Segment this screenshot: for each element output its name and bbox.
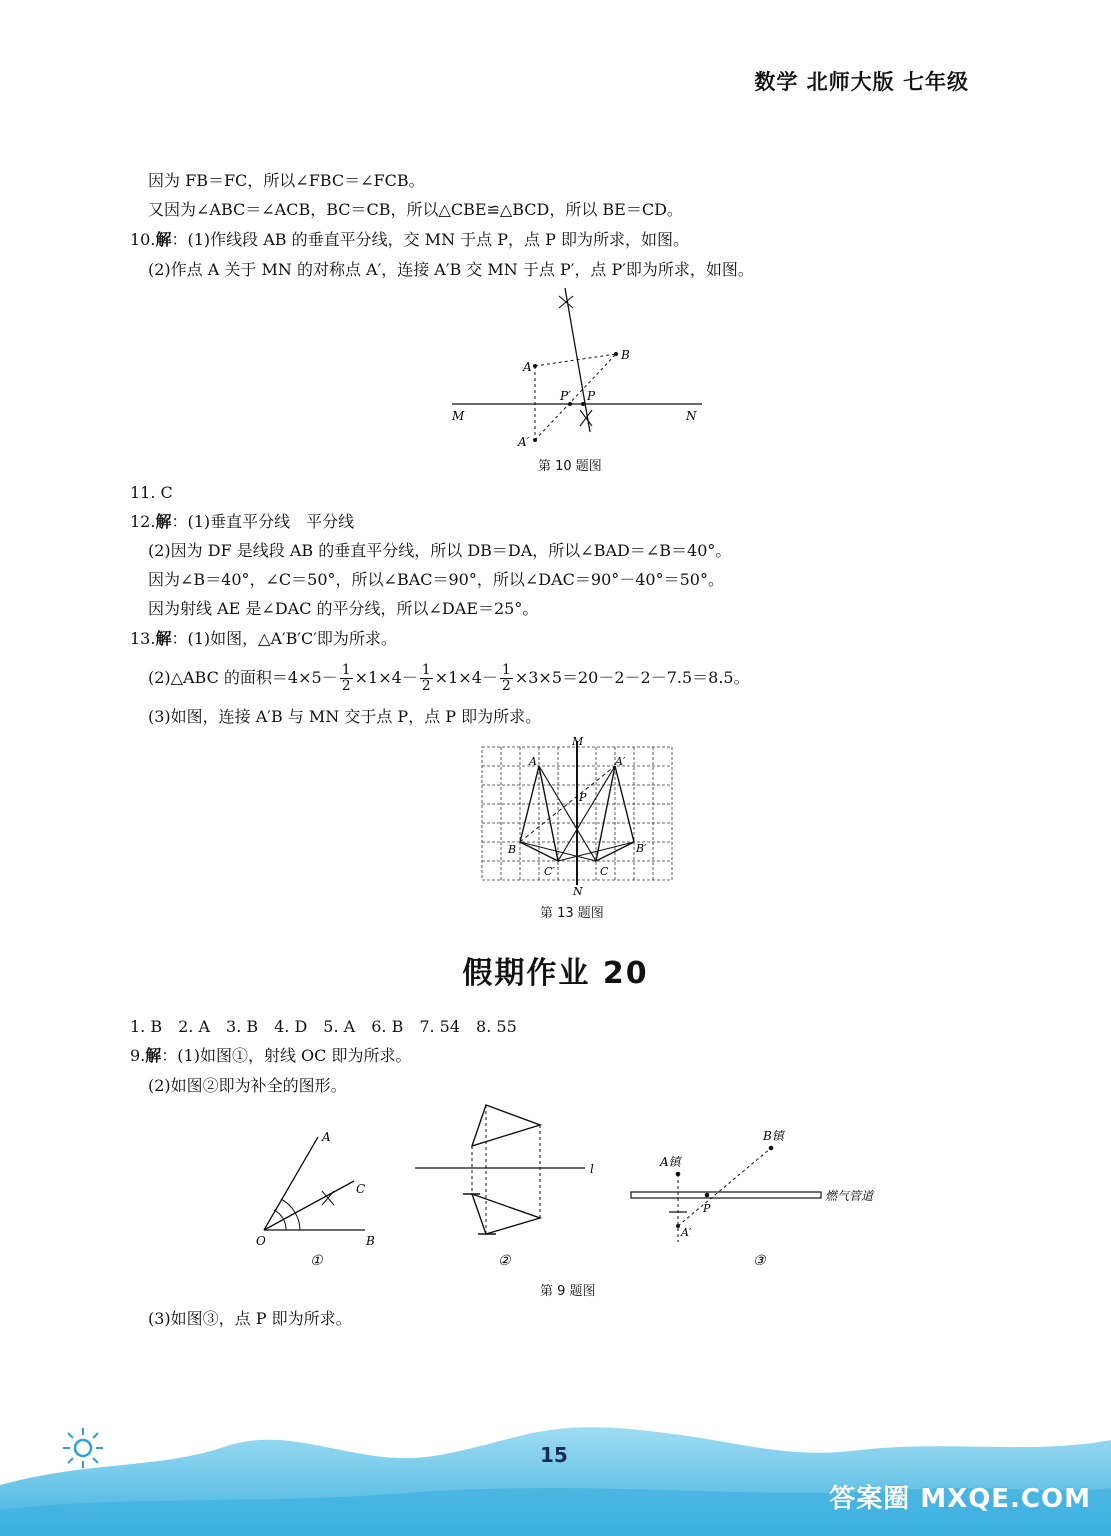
fraction xyxy=(420,663,433,694)
label-b1: B′ xyxy=(636,842,647,855)
label-o: O xyxy=(256,1234,266,1248)
label-l: l xyxy=(590,1162,594,1176)
label-pipe: 燃气管道 xyxy=(825,1189,874,1203)
figure-9-2 xyxy=(410,1100,610,1270)
fraction-numerator: 1 xyxy=(501,662,511,678)
label-n: N xyxy=(573,885,583,895)
formula-part: ×1×4－ xyxy=(354,668,418,687)
formula-part: ×3×5＝20－2－2－7.5＝8.5。 xyxy=(514,668,750,687)
text-line: (3)如图，连接 A′B 与 MN 交于点 P，点 P 即为所求。 xyxy=(148,707,542,726)
text-line: (3)如图③，点 P 即为所求。 xyxy=(148,1309,352,1328)
text-line: ：(1)如图，△A′B′C′即为所求。 xyxy=(171,629,397,648)
fraction-denominator: 2 xyxy=(341,678,351,694)
ray-oa xyxy=(264,1137,318,1230)
fraction xyxy=(340,663,353,694)
label-m: M xyxy=(452,409,465,423)
text-line: 因为∠B＝40°，∠C＝50°，所以∠BAC＝90°，所以∠DAC＝90°－40°＝50°。 xyxy=(148,570,724,589)
sub-label-3: ③ xyxy=(753,1253,766,1269)
footer-wave xyxy=(0,1400,1111,1536)
label-c1: C′ xyxy=(544,865,555,878)
text-line: 因为 FB＝FC，所以∠FBC＝∠FCB。 xyxy=(148,171,425,190)
segment-a1b xyxy=(535,354,616,440)
text-line: ：(1)如图①，射线 OC 即为所求。 xyxy=(161,1046,412,1065)
label-p: P xyxy=(587,389,596,403)
question-number: 12. xyxy=(130,512,156,531)
point-p xyxy=(705,1193,710,1198)
figure-13-caption: 第 13 题图 xyxy=(540,906,604,921)
fraction-denominator: 2 xyxy=(501,678,511,694)
label-b: B xyxy=(621,348,630,362)
point-p xyxy=(581,402,585,406)
text-line: 又因为∠ABC＝∠ACB，BC＝CB，所以△CBE≌△BCD，所以 BE＝CD。 xyxy=(148,200,683,219)
question-13 xyxy=(130,628,397,650)
label-p1: P′ xyxy=(560,389,571,403)
question-11: 11. C xyxy=(130,483,173,502)
fraction-numerator: 1 xyxy=(341,662,351,678)
sun-icon xyxy=(60,1425,106,1471)
point-b-town xyxy=(769,1146,774,1151)
segment-a1-c xyxy=(558,766,615,861)
label-b-town: B镇 xyxy=(763,1129,784,1143)
label-a1: A′ xyxy=(518,435,530,449)
formula-part: (2)△ABC 的面积＝4×5－ xyxy=(148,668,338,687)
figure-10-caption: 第 10 题图 xyxy=(538,459,602,474)
figure-13 xyxy=(474,735,684,895)
label-a1: A′ xyxy=(615,755,626,768)
text-line: ：(1)垂直平分线 平分线 xyxy=(171,512,355,531)
arc-1 xyxy=(281,1199,300,1230)
label-n: N xyxy=(686,409,697,423)
segment-ab xyxy=(535,354,616,366)
segment-a-c1 xyxy=(539,766,596,861)
question-number: 10. xyxy=(130,230,156,249)
label-p: P xyxy=(703,1202,711,1215)
page-number: 15 xyxy=(540,1443,568,1467)
label-a: A xyxy=(322,1130,331,1144)
figure-9-caption: 第 9 题图 xyxy=(540,1284,596,1299)
label-p: P xyxy=(579,791,587,804)
label-b: B xyxy=(366,1234,375,1248)
point-a1 xyxy=(533,438,537,442)
label-b: B xyxy=(508,843,517,856)
question-10 xyxy=(130,229,689,251)
fraction xyxy=(500,663,513,694)
formula-part: ×1×4－ xyxy=(434,668,498,687)
watermark: 答案圈 MXQE.COM xyxy=(829,1484,1091,1514)
text-line: ：(1)作线段 AB 的垂直平分线，交 MN 于点 P，点 P 即为所求，如图。 xyxy=(171,230,689,249)
question-number: 9. xyxy=(130,1046,146,1065)
figure-9-1 xyxy=(250,1125,390,1270)
fraction-numerator: 1 xyxy=(421,662,431,678)
label-a: A xyxy=(523,360,532,374)
label-c: C xyxy=(356,1182,366,1196)
area-formula xyxy=(148,660,750,696)
sub-label-2: ② xyxy=(498,1253,511,1269)
figure-10 xyxy=(440,280,720,450)
text-line: 因为射线 AE 是∠DAC 的平分线，所以∠DAE＝25°。 xyxy=(148,599,539,618)
fraction-denominator: 2 xyxy=(421,678,431,694)
point-a1 xyxy=(676,1224,680,1228)
solve-label: 解 xyxy=(145,1046,162,1065)
question-number: 13. xyxy=(130,629,156,648)
section-title: 假期作业 20 xyxy=(462,956,649,991)
text-line: (2)作点 A 关于 MN 的对称点 A′，连接 A′B 交 MN 于点 P′，点 P′即为所求，如图。 xyxy=(148,260,754,279)
label-a-town: A镇 xyxy=(660,1155,681,1169)
solve-label: 解 xyxy=(155,512,172,531)
lower-triangle xyxy=(472,1194,540,1234)
text-line: (2)因为 DF 是线段 AB 的垂直平分线，所以 DB＝DA，所以∠BAD＝∠B＝40°。 xyxy=(148,541,732,560)
dash-a1-b xyxy=(678,1148,771,1226)
homework-answers: 1. B 2. A 3. B 4. D 5. A 6. B 7. 54 8. 55 xyxy=(130,1017,517,1036)
point-b xyxy=(614,352,618,356)
solve-label: 解 xyxy=(155,230,172,249)
question-9 xyxy=(130,1045,411,1067)
question-12 xyxy=(130,511,354,533)
point-a xyxy=(533,364,537,368)
point-a-town xyxy=(676,1172,681,1177)
arc-2 xyxy=(274,1210,286,1230)
upper-triangle xyxy=(472,1105,540,1146)
figure-9-3 xyxy=(625,1120,900,1270)
solve-label: 解 xyxy=(155,629,172,648)
text-line: (2)如图②即为补全的图形。 xyxy=(148,1076,347,1095)
label-c: C xyxy=(600,865,609,878)
label-a1: A′ xyxy=(681,1226,692,1239)
label-m: M xyxy=(572,735,584,748)
gas-pipe xyxy=(631,1192,821,1198)
arc-mark-top xyxy=(559,296,573,308)
header-subject: 数学 北师大版 七年级 xyxy=(754,70,969,94)
label-a: A xyxy=(529,755,537,768)
sub-label-1: ① xyxy=(310,1253,323,1269)
